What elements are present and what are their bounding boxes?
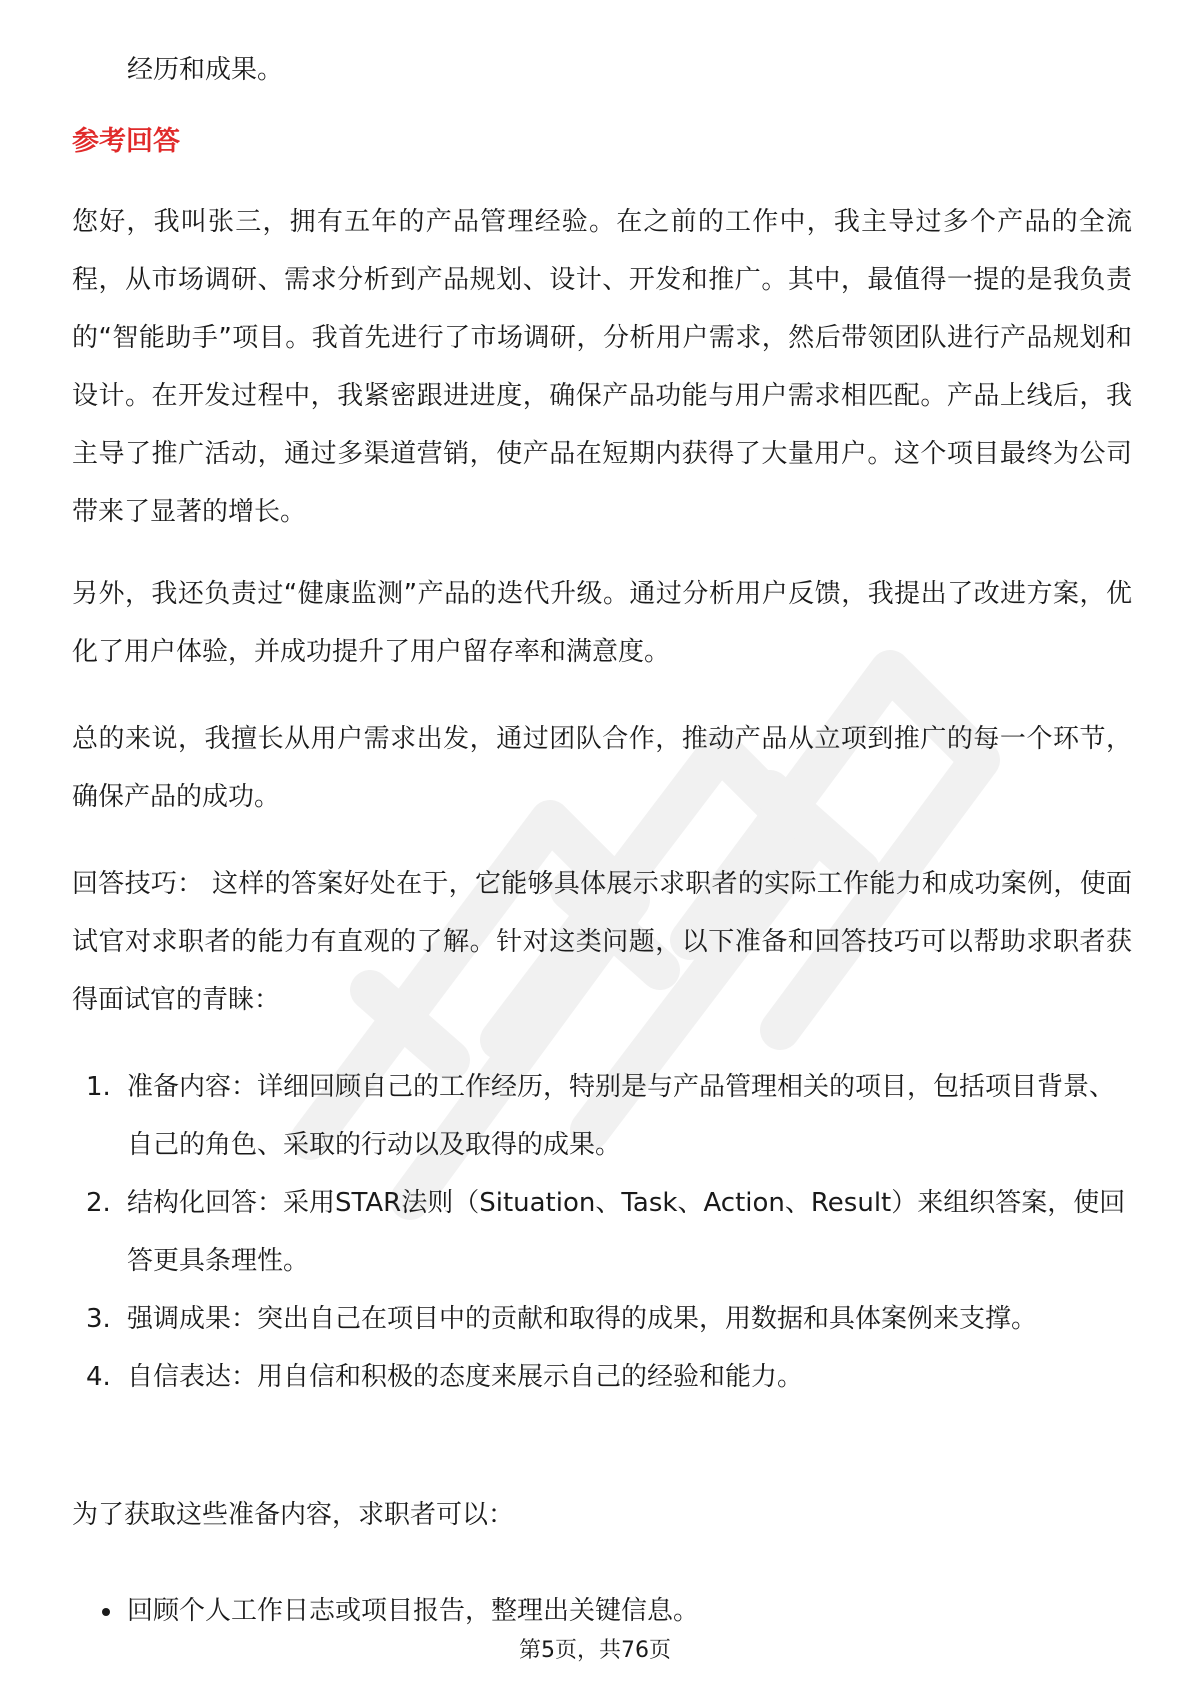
- answer-paragraph-summary: 总的来说，我擅长从用户需求出发，通过团队合作，推动产品从立项到推广的每一个环节，确保产品的成功。: [72, 724, 1132, 812]
- answer-paragraph-additional: 另外，我还负责过“健康监测”产品的迭代升级。通过分析用户反馈，我提出了改进方案，优化了用户体验，并成功提升了用户留存率和满意度。: [72, 579, 1132, 667]
- list-item-text: 回顾个人工作日志或项目报告，整理出关键信息。: [127, 1596, 700, 1626]
- bullet-icon: [102, 1608, 110, 1616]
- tips-paragraph: 回答技巧： 这样的答案好处在于，它能够具体展示求职者的实际工作能力和成功案例，使面试官对求职者的能力有直观的了解。针对这类问题，以下准备和回答技巧可以帮助求职者获得面试官的青睐：: [72, 869, 1132, 1015]
- list-marker: 2.: [86, 1188, 111, 1218]
- list-item: [72, 1174, 1132, 1290]
- list-marker: 4.: [86, 1362, 111, 1392]
- section-heading: 参考回答: [72, 126, 180, 157]
- tips-numbered-list: [72, 1058, 1132, 1406]
- prepare-bullet-list: [72, 1582, 1132, 1640]
- list-item-text: 自信表达：用自信和积极的态度来展示自己的经验和能力。: [127, 1362, 804, 1392]
- list-item: [72, 1290, 1132, 1348]
- list-marker: 3.: [86, 1304, 111, 1334]
- list-item-text: 结构化回答：采用STAR法则（Situation、Task、Action、Result）来组织答案，使回答更具条理性。: [127, 1188, 1126, 1276]
- list-item-text: 强调成果：突出自己在项目中的贡献和取得的成果，用数据和具体案例来支撑。: [127, 1304, 1038, 1334]
- page-number-footer: 第5页，共76页: [519, 1638, 671, 1663]
- continued-text: 经历和成果。: [127, 55, 284, 85]
- answer-paragraph-intro: 您好，我叫张三，拥有五年的产品管理经验。在之前的工作中，我主导过多个产品的全流程，从市场调研、需求分析到产品规划、设计、开发和推广。其中，最值得一提的是我负责的“智能助手”项目。我首先进行了市场调研，分析用户需求，然后带领团队进行产品规划和设计。在开发过程中，我紧密跟进进度，确保产品功能与用户需求相匹配。产品上线后，我主导了推广活动，通过多渠道营销，使产品在短期内获得了大量用户。这个项目最终为公司带来了显著的增长。: [72, 207, 1132, 527]
- list-marker: 1.: [86, 1072, 111, 1102]
- list-item: [72, 1348, 1132, 1406]
- prepare-paragraph: 为了获取这些准备内容，求职者可以：: [72, 1500, 515, 1530]
- list-item-text: 准备内容：详细回顾自己的工作经历，特别是与产品管理相关的项目，包括项目背景、自己的角色、采取的行动以及取得的成果。: [127, 1072, 1116, 1160]
- list-item: [72, 1058, 1132, 1174]
- list-item: [72, 1582, 1132, 1640]
